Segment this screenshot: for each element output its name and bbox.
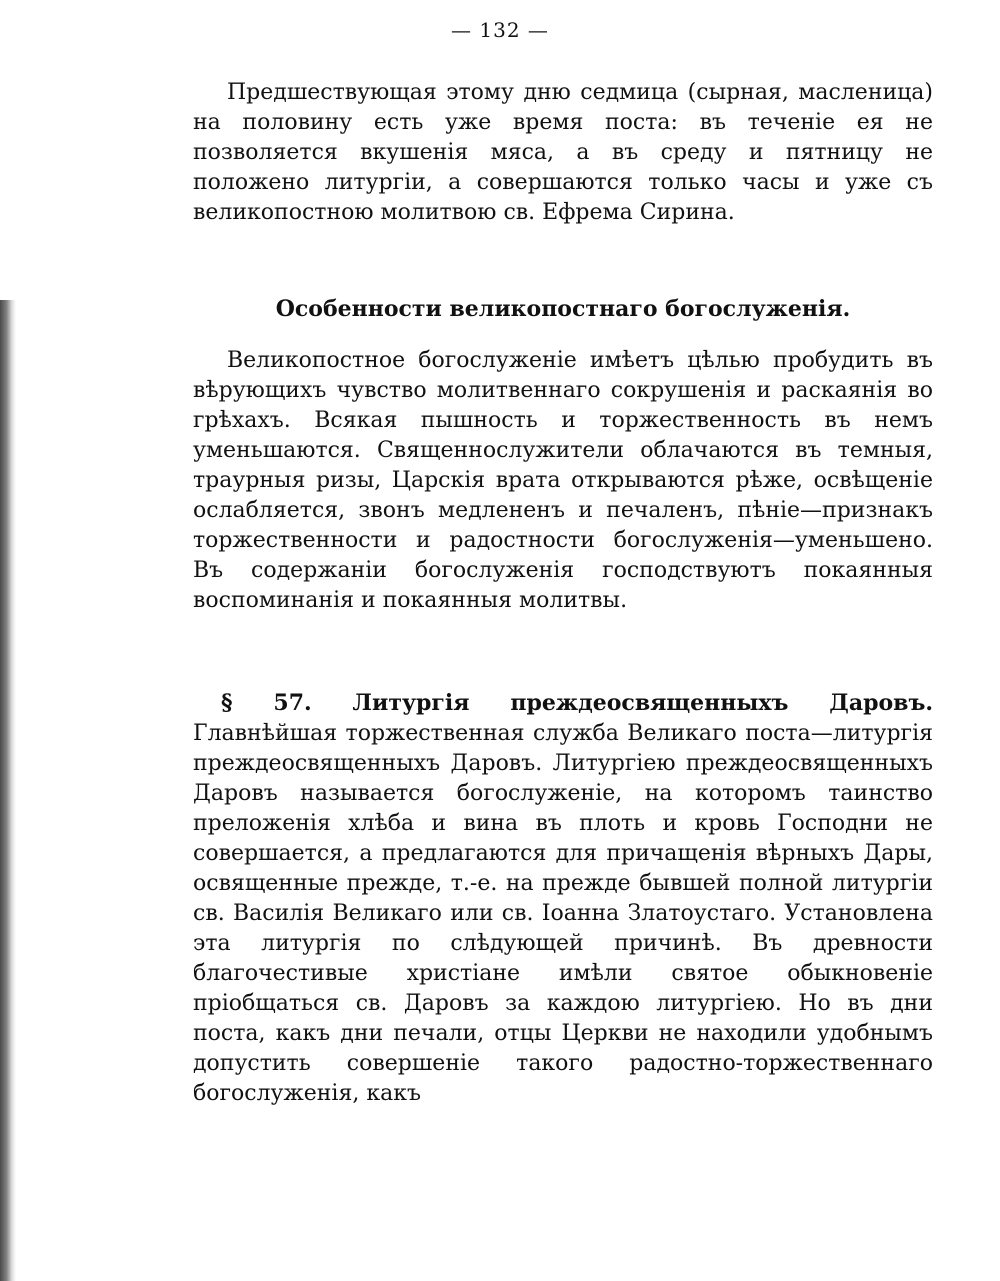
intro-paragraph [193,78,933,228]
section-57-text: Главнѣйшая торжественная служба Великаго поста—литургія преждеосвященныхъ Даровъ. Литургіею преждеосвященныхъ Даровъ называется богослуженіе, на которомъ таинство преложенія хлѣба и вина въ плоть и кровь Господни не совершается, а предлагаются для причащенія вѣрныхъ Дары, освященные прежде, т.-е. на прежде бывшей полной литургіи св. Василія Великаго или св. Іоанна Златоустаго. Установлена эта литургія по слѣдующей причинѣ. Въ древности благочестивые христіане имѣли святое обыкновеніе пріобщаться св. Даровъ за каждою литургіею. Но въ дни поста, какъ дни печали, отцы Церкви не находили удобнымъ допустить совершеніе такого радостно-торжественнаго богослуженія, какъ [193,721,933,1106]
page-number: — 132 — [451,18,549,42]
section-heading: Особенности великопостнаго богослуженія. [275,296,851,322]
page-edge-shadow [0,300,16,1281]
section-paragraph [193,346,933,616]
section-57-title: § 57. Литургія преждеосвященныхъ Даровъ. [221,690,933,716]
section-57-paragraph [193,688,933,1109]
intro-text: Предшествующая этому дню седмица (сырная, масленица) на половину есть уже время поста: въ теченіе ея не позволяется вкушенія мяса, а въ среду и пятницу не положено литургіи, а совершаются только часы и уже съ великопостною молитвою св. Ефрема Сирина. [193,80,933,225]
section-57 [193,688,933,1109]
section-paragraph-text: Великопостное богослуженіе имѣетъ цѣлью пробудить въ вѣрующихъ чувство молитвеннаго сокрушенія и раскаянія во грѣхахъ. Всякая пышность и торжественность въ немъ уменьшаются. Священнослужители облачаются въ темныя, траурныя ризы, Царскія врата открываются рѣже, освѣщеніе ослабляется, звонъ медлененъ и печаленъ, пѣніе—признакъ торжественности и радостности богослуженія—уменьшено. Въ содержаніи богослуженія господствуютъ покаянныя воспоминанія и покаянныя молитвы. [193,348,933,613]
